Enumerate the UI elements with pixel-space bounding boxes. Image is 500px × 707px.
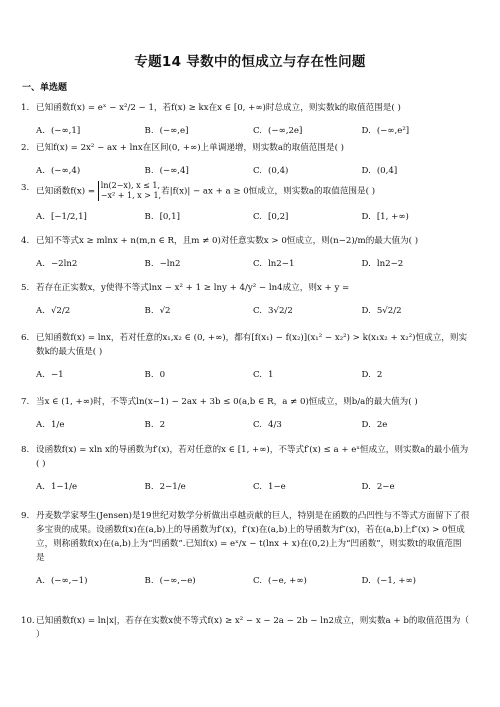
question-1: [21, 101, 470, 138]
option-row: [36, 304, 470, 318]
question-5: [21, 281, 470, 318]
option-c: C. ln2−1: [253, 259, 295, 269]
question-number: 8.: [21, 445, 30, 455]
question-number: 2.: [21, 143, 30, 153]
option-d: D. (−∞,e²]: [361, 126, 410, 136]
option-b: B. (−∞,−e): [144, 576, 196, 586]
option-a: A. 1−1/e: [36, 482, 78, 492]
question-number: 3.: [21, 183, 30, 193]
option-row: [36, 124, 470, 138]
option-b: B. (−∞,4]: [144, 166, 189, 176]
question-stem: 当x ∈ (1, +∞)时，不等式ln(x−1) − 2ax + 3b ≤ 0(a,b ∈ R，a ≠ 0)恒成立，则b/a的最大值为( ): [36, 397, 418, 407]
question-number: 1.: [21, 103, 30, 113]
question-number: 7.: [21, 397, 30, 407]
question-stem: 已知不等式x ≥ mlnx + n(m,n ∈ R，且m ≠ 0)对任意实数x > 0恒成立，则(n−2)/m的最大值为( ): [36, 236, 419, 246]
question-6: [21, 331, 470, 382]
option-a: A. 1/e: [36, 420, 65, 430]
question-number: 5.: [21, 283, 30, 293]
question-stem: 丹麦数学家琴生(Jensen)是19世纪对数学分析做出卓越贡献的巨人，特别是在函数的凸凹性与不等式方面留下了很多宝贵的成果。设函数f(x)在(a,b)上的导函数为f′(x)，f′(x)在(a,b)上的导函数为f″(x)，若在(a,b)上f″(x) > 0恒成立，则称函数f(x)在(a,b)上为“凹函数”.已知f(x) = eˣ/x − t(lnx + x)在(0,2)上为“凹函数”，则实数t的取值范围是: [36, 511, 470, 563]
option-c: C. (−∞,2e]: [253, 126, 303, 136]
option-d: D. (0,4]: [361, 166, 398, 176]
option-row: [36, 480, 470, 494]
option-row: [36, 257, 470, 271]
option-c: C. 1−e: [253, 482, 286, 492]
question-9: [21, 509, 470, 588]
option-a: A. (−∞,−1): [36, 576, 88, 586]
option-d: D. [1, +∞): [361, 212, 409, 222]
option-a: A. −2ln2: [36, 259, 78, 269]
option-b: B. 2: [144, 420, 166, 430]
question-3: [21, 181, 470, 224]
option-b: B. (−∞,e]: [144, 126, 189, 136]
option-d: D. (−1, +∞): [361, 576, 417, 586]
option-row: [36, 418, 470, 432]
question-number: 4.: [21, 236, 30, 246]
question-number: 6.: [21, 333, 30, 343]
question-stem: 已知函数f(x) = eˣ − x²/2 − 1，若f(x) ≥ kx在x ∈ [0, +∞)时总成立，则实数k的取值范围是( ): [36, 103, 401, 113]
question-stem: 设函数f(x) = xln x的导函数为f′(x)，若对任意的x ∈ [1, +∞)，不等式f′(x) ≤ a + eˣ恒成立，则实数a的最小值为( ): [36, 445, 469, 469]
question-number: 9.: [21, 511, 30, 521]
question-stem: 已知函数f(x) = ln|x|，若存在实数x使不等式f(x) ≥ x² − x − 2a − 2b − ln2成立，则实数a + b的取值范围为（ ）: [36, 616, 469, 640]
question-7: [21, 395, 470, 432]
option-c: C. [0,2]: [253, 212, 289, 222]
option-b: B. 2−1/e: [144, 482, 186, 492]
option-d: D. 2−e: [361, 482, 395, 492]
option-d: D. 5√2/2: [361, 306, 402, 316]
question-stem: 若存在正实数x，y使得不等式lnx − x² + 1 ≥ lny + 4/y² − ln4成立，则x + y =: [36, 283, 350, 293]
section-heading: 一、单选题: [22, 83, 68, 93]
option-b: B. [0,1]: [144, 212, 180, 222]
question-number: 10.: [21, 616, 35, 626]
question-stem: 已知函数f(x) = ln(2−x), x ≤ 1, −x² + 1, x > 1,若|f(x)| − ax + a ≥ 0恒成立，则实数a的取值范围是( ): [36, 181, 376, 200]
option-c: C. 3√2/2: [253, 306, 293, 316]
page-title: 专题14 导数中的恒成立与存在性问题: [134, 54, 366, 70]
option-row: [36, 164, 470, 178]
option-c: C. (0,4): [253, 166, 289, 176]
option-b: B. √2: [144, 306, 171, 316]
option-a: A. (−∞,1]: [36, 126, 81, 136]
option-row: [36, 210, 470, 224]
question-stem: 已知f(x) = 2x² − ax + lnx在区间(0, +∞)上单调递增，则实数a的取值范围是( ): [36, 143, 345, 153]
question-4: [21, 234, 470, 271]
option-c: C. 1: [253, 370, 274, 380]
option-d: D. 2: [361, 370, 383, 380]
option-b: B. 0: [144, 370, 166, 380]
question-8: [21, 443, 470, 494]
option-b: B. −ln2: [144, 259, 181, 269]
option-a: A. (−∞,4): [36, 166, 81, 176]
question-10: [21, 614, 470, 642]
option-c: C. (−e, +∞): [253, 576, 307, 586]
option-d: D. ln2−2: [361, 259, 404, 269]
question-2: [21, 141, 470, 178]
option-a: A. −1: [36, 370, 64, 380]
question-stem: 已知函数f(x) = lnx，若对任意的x₁,x₂ ∈ (0, +∞)，都有[f(x₁) − f(x₂)](x₁² − x₂²) > k(x₁x₂ + x₂²)恒成立，则实数k的最大值是( ): [36, 333, 468, 357]
option-a: A. [−1/2,1]: [36, 212, 87, 222]
option-row: [36, 368, 470, 382]
option-c: C. 4/3: [253, 420, 282, 430]
option-d: D. 2e: [361, 420, 388, 430]
option-a: A. √2/2: [36, 306, 71, 316]
option-row: [36, 574, 470, 588]
